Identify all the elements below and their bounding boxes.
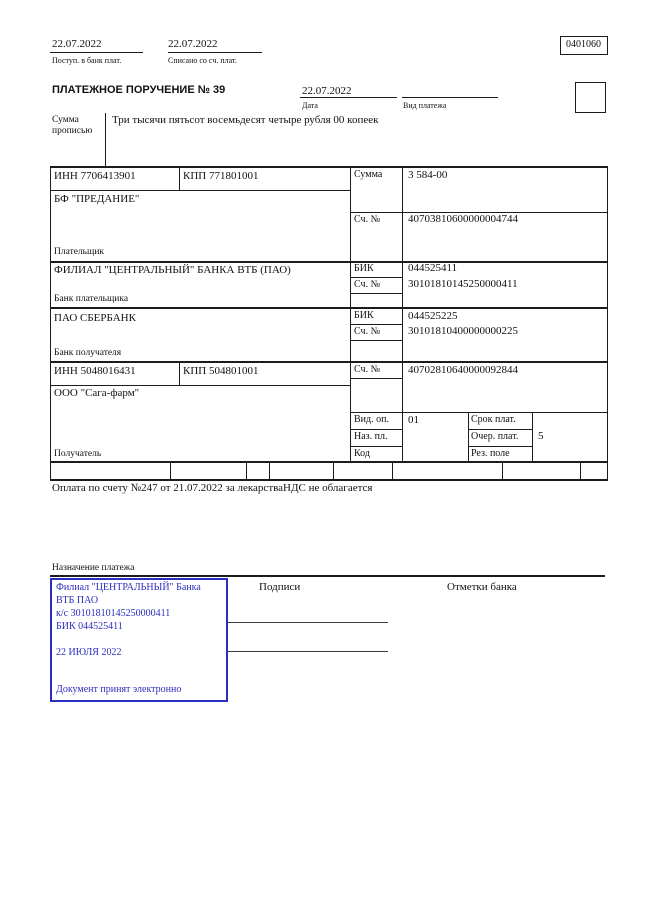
due-date-label: Срок плат. — [471, 414, 516, 425]
amount-words-value: Три тысячи пятьсот восемьдесят четыре рубля 00 копеек — [112, 114, 379, 126]
empty-row-divider-4 — [333, 461, 334, 480]
empty-row-divider-3 — [269, 461, 270, 480]
purpose-code-label: Наз. пл. — [354, 431, 388, 442]
stamp-corr-account: к/с 30101810145250000411 — [56, 608, 171, 619]
stamp-status: Документ принят электронно — [56, 684, 182, 695]
op-type-value: 01 — [408, 414, 419, 426]
payee-caption: Получатель — [54, 449, 102, 459]
payer-bank-bik-label: БИК — [354, 263, 374, 274]
payer-bank-account: 30101810145250000411 — [408, 278, 518, 290]
payer-bank-block-border — [50, 307, 608, 309]
payer-kpp: КПП 771801001 — [183, 170, 259, 182]
payer-bank-bik: 044525411 — [408, 262, 458, 274]
payer-block-border — [50, 261, 608, 263]
payer-inn: ИНН 7706413901 — [54, 170, 136, 182]
document-title: ПЛАТЕЖНОЕ ПОРУЧЕНИЕ № 39 — [52, 84, 226, 96]
payee-account-label: Сч. № — [354, 364, 381, 375]
payee-kpp: КПП 504801001 — [183, 365, 259, 377]
received-date-caption: Поступ. в банк плат. — [52, 56, 122, 65]
payment-purpose-text: Оплата по счету №247 от 21.07.2022 за лекарстваНДС не облагается — [52, 482, 373, 494]
op-label2-divider-left — [468, 412, 469, 462]
document-date-underline — [300, 97, 397, 98]
payer-bank-bik-label-border — [350, 277, 403, 278]
stamp-bank-name-line1: Филиал "ЦЕНТРАЛЬНЫЙ" Банка — [56, 582, 201, 593]
bank-marks-label: Отметки банка — [447, 581, 517, 593]
payee-name: ООО "Сага-фарм" — [54, 387, 140, 399]
payment-purpose-caption: Назначение платежа — [52, 563, 135, 573]
label-value-divider — [402, 166, 403, 462]
payee-bank-block-border — [50, 361, 608, 363]
debited-date-underline — [168, 52, 262, 53]
op-row1-border-right — [468, 429, 532, 430]
stamp-bank-name-line2: ВТБ ПАО — [56, 595, 99, 606]
empty-row-bottom-border — [50, 479, 608, 481]
table-border-left — [50, 166, 51, 480]
code-label: Код — [354, 448, 370, 459]
payment-type-box — [575, 82, 606, 113]
payee-acct-label-border — [350, 378, 403, 379]
empty-row-divider-1 — [170, 461, 171, 480]
payer-inn-row-border — [50, 190, 350, 191]
payee-bank-bik-label: БИК — [354, 310, 374, 321]
form-code-box — [560, 36, 608, 55]
empty-row-divider-2 — [246, 461, 247, 480]
signature-line-2 — [228, 651, 388, 652]
payer-account: 40703810600000004744 — [408, 213, 518, 225]
payer-bank-caption: Банк плательщика — [54, 294, 129, 304]
debited-date: 22.07.2022 — [168, 38, 218, 50]
op-row2-border-right — [468, 446, 532, 447]
payer-name: БФ "ПРЕДАНИЕ" — [54, 193, 140, 205]
op-row1-border-left — [350, 429, 403, 430]
payment-type-caption: Вид платежа — [403, 101, 447, 110]
debited-date-caption: Списано со сч. плат. — [168, 56, 237, 65]
form-code: 0401060 — [566, 39, 601, 50]
table-border-top — [50, 166, 608, 168]
amount-words-label: Сумма прописью — [52, 115, 93, 136]
amount-words-divider — [105, 113, 106, 167]
stamp-bik: БИК 044525411 — [56, 621, 123, 632]
payee-bank-account: 30101810400000000225 — [408, 325, 518, 337]
signatures-label: Подписи — [259, 581, 301, 593]
payment-type-underline — [402, 97, 498, 98]
payer-inn-kpp-divider — [179, 166, 180, 190]
signature-line-1 — [228, 622, 388, 623]
payer-caption: Плательщик — [54, 247, 105, 257]
payer-bank-name: ФИЛИАЛ "ЦЕНТРАЛЬНЫЙ" БАНКА ВТБ (ПАО) — [54, 264, 291, 276]
op-label2-divider-right — [532, 412, 533, 462]
reserve-field-label: Рез. поле — [471, 448, 510, 459]
empty-row-divider-5 — [392, 461, 393, 480]
payee-inn: ИНН 5048016431 — [54, 365, 136, 377]
main-column-divider — [350, 166, 351, 462]
sum-value: 3 584-00 — [408, 169, 448, 181]
empty-row-divider-6 — [502, 461, 503, 480]
payee-inn-kpp-divider — [179, 361, 180, 385]
sum-label: Сумма — [354, 169, 383, 180]
payee-account: 40702810640000092844 — [408, 364, 518, 376]
received-date-underline — [50, 52, 143, 53]
payer-bank-account-label: Сч. № — [354, 279, 381, 290]
payee-bank-bik-label-border — [350, 324, 403, 325]
priority-label: Очер. плат. — [471, 431, 519, 442]
payee-inn-row-border — [50, 385, 350, 386]
received-in-bank-date: 22.07.2022 — [52, 38, 102, 50]
document-date: 22.07.2022 — [302, 85, 352, 97]
op-row2-border-left — [350, 446, 403, 447]
payer-bank-acct-label-border — [350, 293, 403, 294]
stamp-date: 22 ИЮЛЯ 2022 — [56, 647, 122, 658]
priority-value: 5 — [538, 430, 544, 442]
payee-bank-caption: Банк получателя — [54, 348, 122, 358]
payer-account-label: Сч. № — [354, 214, 381, 225]
op-type-label: Вид. оп. — [354, 414, 389, 425]
table-border-bottom — [50, 461, 608, 463]
document-date-caption: Дата — [302, 101, 318, 110]
payee-bank-name: ПАО СБЕРБАНК — [54, 312, 136, 324]
op-rows-top-border — [350, 412, 608, 413]
payee-bank-bik: 044525225 — [408, 310, 458, 322]
empty-row-divider-7 — [580, 461, 581, 480]
table-border-right — [607, 166, 608, 480]
purpose-bottom-border — [50, 575, 605, 577]
payee-bank-acct-label-border — [350, 340, 403, 341]
payee-bank-account-label: Сч. № — [354, 326, 381, 337]
